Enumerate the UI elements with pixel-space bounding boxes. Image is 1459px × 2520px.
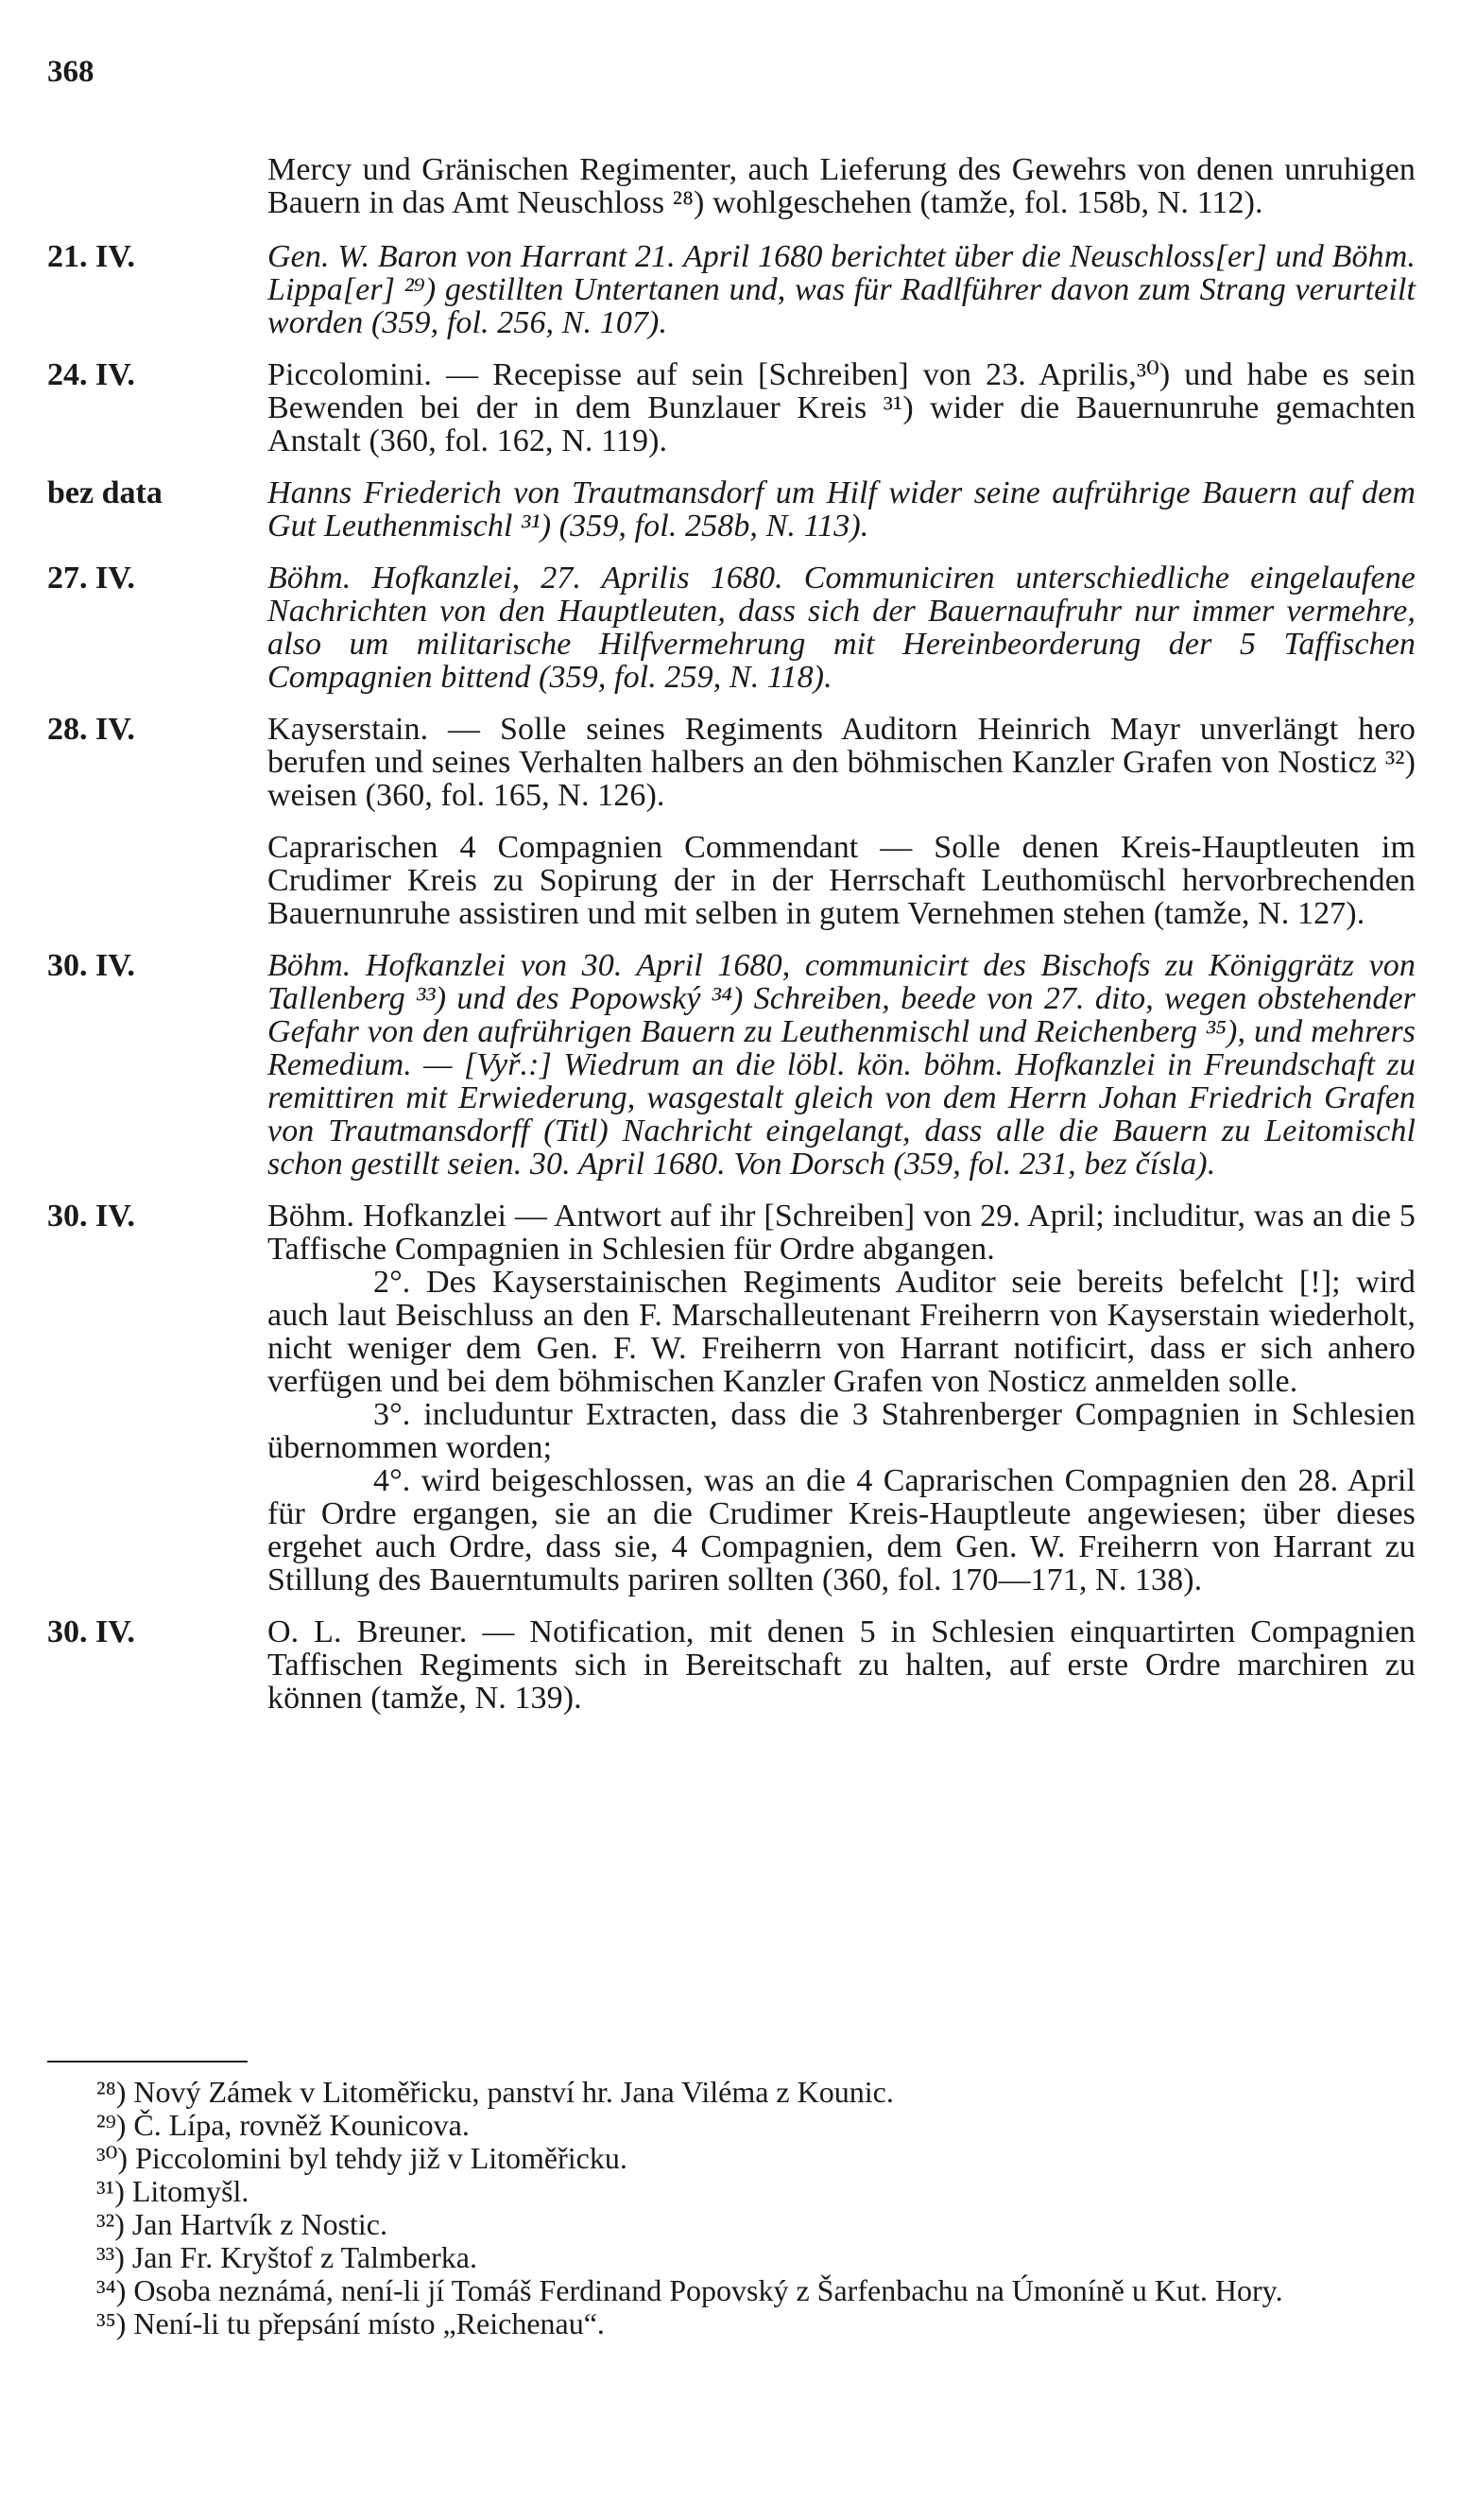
- entry-text: [267, 1200, 1416, 1597]
- entry-text: O. L. Breuner. — Notification, mit denen 5 in Schlesien einquartirten Compagnien Taffischen Regiments sich in Bereitschaft zu halten, auf erste Ordre marchiren zu können (tamže, N. 139).: [267, 1614, 1416, 1716]
- entry-date: 28. IV.: [47, 712, 135, 747]
- entry-date: 24. IV.: [47, 357, 135, 392]
- entry-paragraph: 3°. includuntur Extracten, dass die 3 Stahrenberger Compagnien in Schlesien übernommen worden;: [267, 1397, 1416, 1465]
- entry-text: Hanns Friederich von Trautmansdorf um Hilf wider seine aufrührige Bauern auf dem Gut Leuthenmischl ³¹) (359, fol. 258b, N. 113).: [267, 475, 1416, 544]
- entry-date: 21. IV.: [47, 239, 135, 274]
- entry-text: Kayserstain. — Solle seines Regiments Auditorn Heinrich Mayr unverlängt hero berufen und seines Verhalten halbers an den böhmischen Kanzler Grafen von Nosticz ³²) weisen (360, fol. 165, N. 126).: [267, 712, 1416, 813]
- entry-date: [47, 831, 267, 930]
- entry-text: Böhm. Hofkanzlei, 27. Aprilis 1680. Communiciren unterschiedliche eingelaufene Nachrichten von den Hauptleuten, dass sich der Bauernaufruhr nur immer vermehre, also um militarische Hilfvermehrung mit Hereinbeorderung der 5 Taffischen Compagnien bittend (359, fol. 259, N. 118).: [267, 561, 1416, 695]
- footnote-divider: [47, 2061, 248, 2063]
- entry-text: Gen. W. Baron von Harrant 21. April 1680 berichtet über die Neuschloss[er] und Böhm. Lippa[er] ²⁹) gestillten Untertanen und, was für Radlführer davon zum Strang verurteilt worden (359, fol. 256, N. 107).: [267, 239, 1416, 340]
- entry-date: 27. IV.: [47, 561, 135, 595]
- entry-text: Böhm. Hofkanzlei von 30. April 1680, communicirt des Bischofs zu Königgrätz von Tallenberg ³³) und des Popowský ³⁴) Schreiben, beede von 27. dito, wegen obstehender Gefahr von den aufrührigen Bauern zu Leuthenmischl und Reichenberg ³⁵), und mehrers Remedium. — [Vyř.:] Wiedrum an die löbl. kön. böhm. Hofkanzlei in Freundschaft zu remittiren mit Erwiederung, wasgestalt gleich von dem Herrn Johan Friedrich Grafen von Trautmansdorff (Titl) Nachricht eingelangt, dass alle die Bauern zu Leitomischl schon gestillt seien. 30. April 1680. Von Dorsch (359, fol. 231, bez čísla).: [267, 948, 1416, 1182]
- footnote: ³⁰) Piccolomini byl tehdy již v Litoměřicku.: [96, 2141, 627, 2175]
- entry: [47, 713, 1416, 812]
- entry-date: [47, 153, 267, 219]
- entry-date: 30. IV.: [47, 948, 135, 983]
- entry: [47, 358, 1416, 457]
- page-number: 368: [47, 55, 94, 89]
- footnote: ²⁸) Nový Zámek v Litoměřicku, panství hr. Jana Viléma z Kounic.: [96, 2075, 894, 2109]
- entry-date: bez data: [47, 475, 163, 510]
- footnotes: [47, 2076, 1416, 2340]
- footnote: ³³) Jan Fr. Kryštof z Talmberka.: [96, 2240, 477, 2274]
- entry-paragraph: 2°. Des Kayserstainischen Regiments Auditor seie bereits befelcht [!]; wird auch laut Beischluss an den F. Marschalleutenant Freiherrn von Kayserstain wiederholt, nicht weniger dem Gen. F. W. Freiherrn von Harrant notificirt, dass er sich anhero verfügen und bei dem böhmischen Kanzler Grafen von Nosticz anmelden solle.: [267, 1265, 1416, 1399]
- entry-paragraph: Böhm. Hofkanzlei — Antwort auf ihr [Schreiben] von 29. April; includitur, was an die 5 Taffische Compagnien in Schlesien für Ordre abgangen.: [267, 1199, 1416, 1267]
- entry-text: Mercy und Gränischen Regimenter, auch Lieferung des Gewehrs von denen unruhigen Bauern in das Amt Neuschloss ²⁸) wohlgeschehen (tamže, fol. 158b, N. 112).: [267, 152, 1416, 220]
- entry: [47, 476, 1416, 543]
- entry: [47, 561, 1416, 694]
- entry-date: 30. IV.: [47, 1614, 135, 1649]
- entry: [47, 831, 1416, 930]
- entry-paragraph: 4°. wird beigeschlossen, was an die 4 Caprarischen Compagnien den 28. April für Ordre ergangen, sie an die Crudimer Kreis-Hauptleute angewiesen; über dieses ergehet auch Ordre, dass sie, 4 Compagnien, dem Gen. W. Freiherrn von Harrant zu Stillung des Bauerntumults pariren sollten (360, fol. 170—171, N. 138).: [267, 1463, 1416, 1597]
- footnote: ³¹) Litomyšl.: [96, 2174, 249, 2208]
- entry-text: Caprarischen 4 Compagnien Commendant — Solle denen Kreis-Hauptleuten im Crudimer Kreis zu Sopirung der in der Herrschaft Leuthomüschl hervorbrechenden Bauernunruhe assistiren und mit selben in gutem Vernehmen stehen (tamže, N. 127).: [267, 830, 1416, 931]
- footnote: ³⁴) Osoba neznámá, není-li jí Tomáš Ferdinand Popovský z Šarfenbachu na Úmoníně u Kut. Hory.: [96, 2273, 1283, 2307]
- entry: [47, 949, 1416, 1181]
- footnote: ³⁵) Není-li tu přepsání místo „Reichenau“.: [96, 2306, 605, 2340]
- entry-continuation: [47, 153, 1416, 219]
- entry: [47, 1615, 1416, 1715]
- entry-date: 30. IV.: [47, 1199, 135, 1234]
- entry-list: [47, 153, 1416, 1734]
- footnote: ³²) Jan Hartvík z Nostic.: [96, 2207, 387, 2241]
- entry-text: Piccolomini. — Recepisse auf sein [Schreiben] von 23. Aprilis,³⁰) und habe es sein Bewenden bei der in dem Bunzlauer Kreis ³¹) wider die Bauernunruhe gemachten Anstalt (360, fol. 162, N. 119).: [267, 357, 1416, 458]
- entry: [47, 240, 1416, 339]
- footnote: ²⁹) Č. Lípa, rovněž Kounicova.: [96, 2108, 470, 2142]
- entry: [47, 1200, 1416, 1597]
